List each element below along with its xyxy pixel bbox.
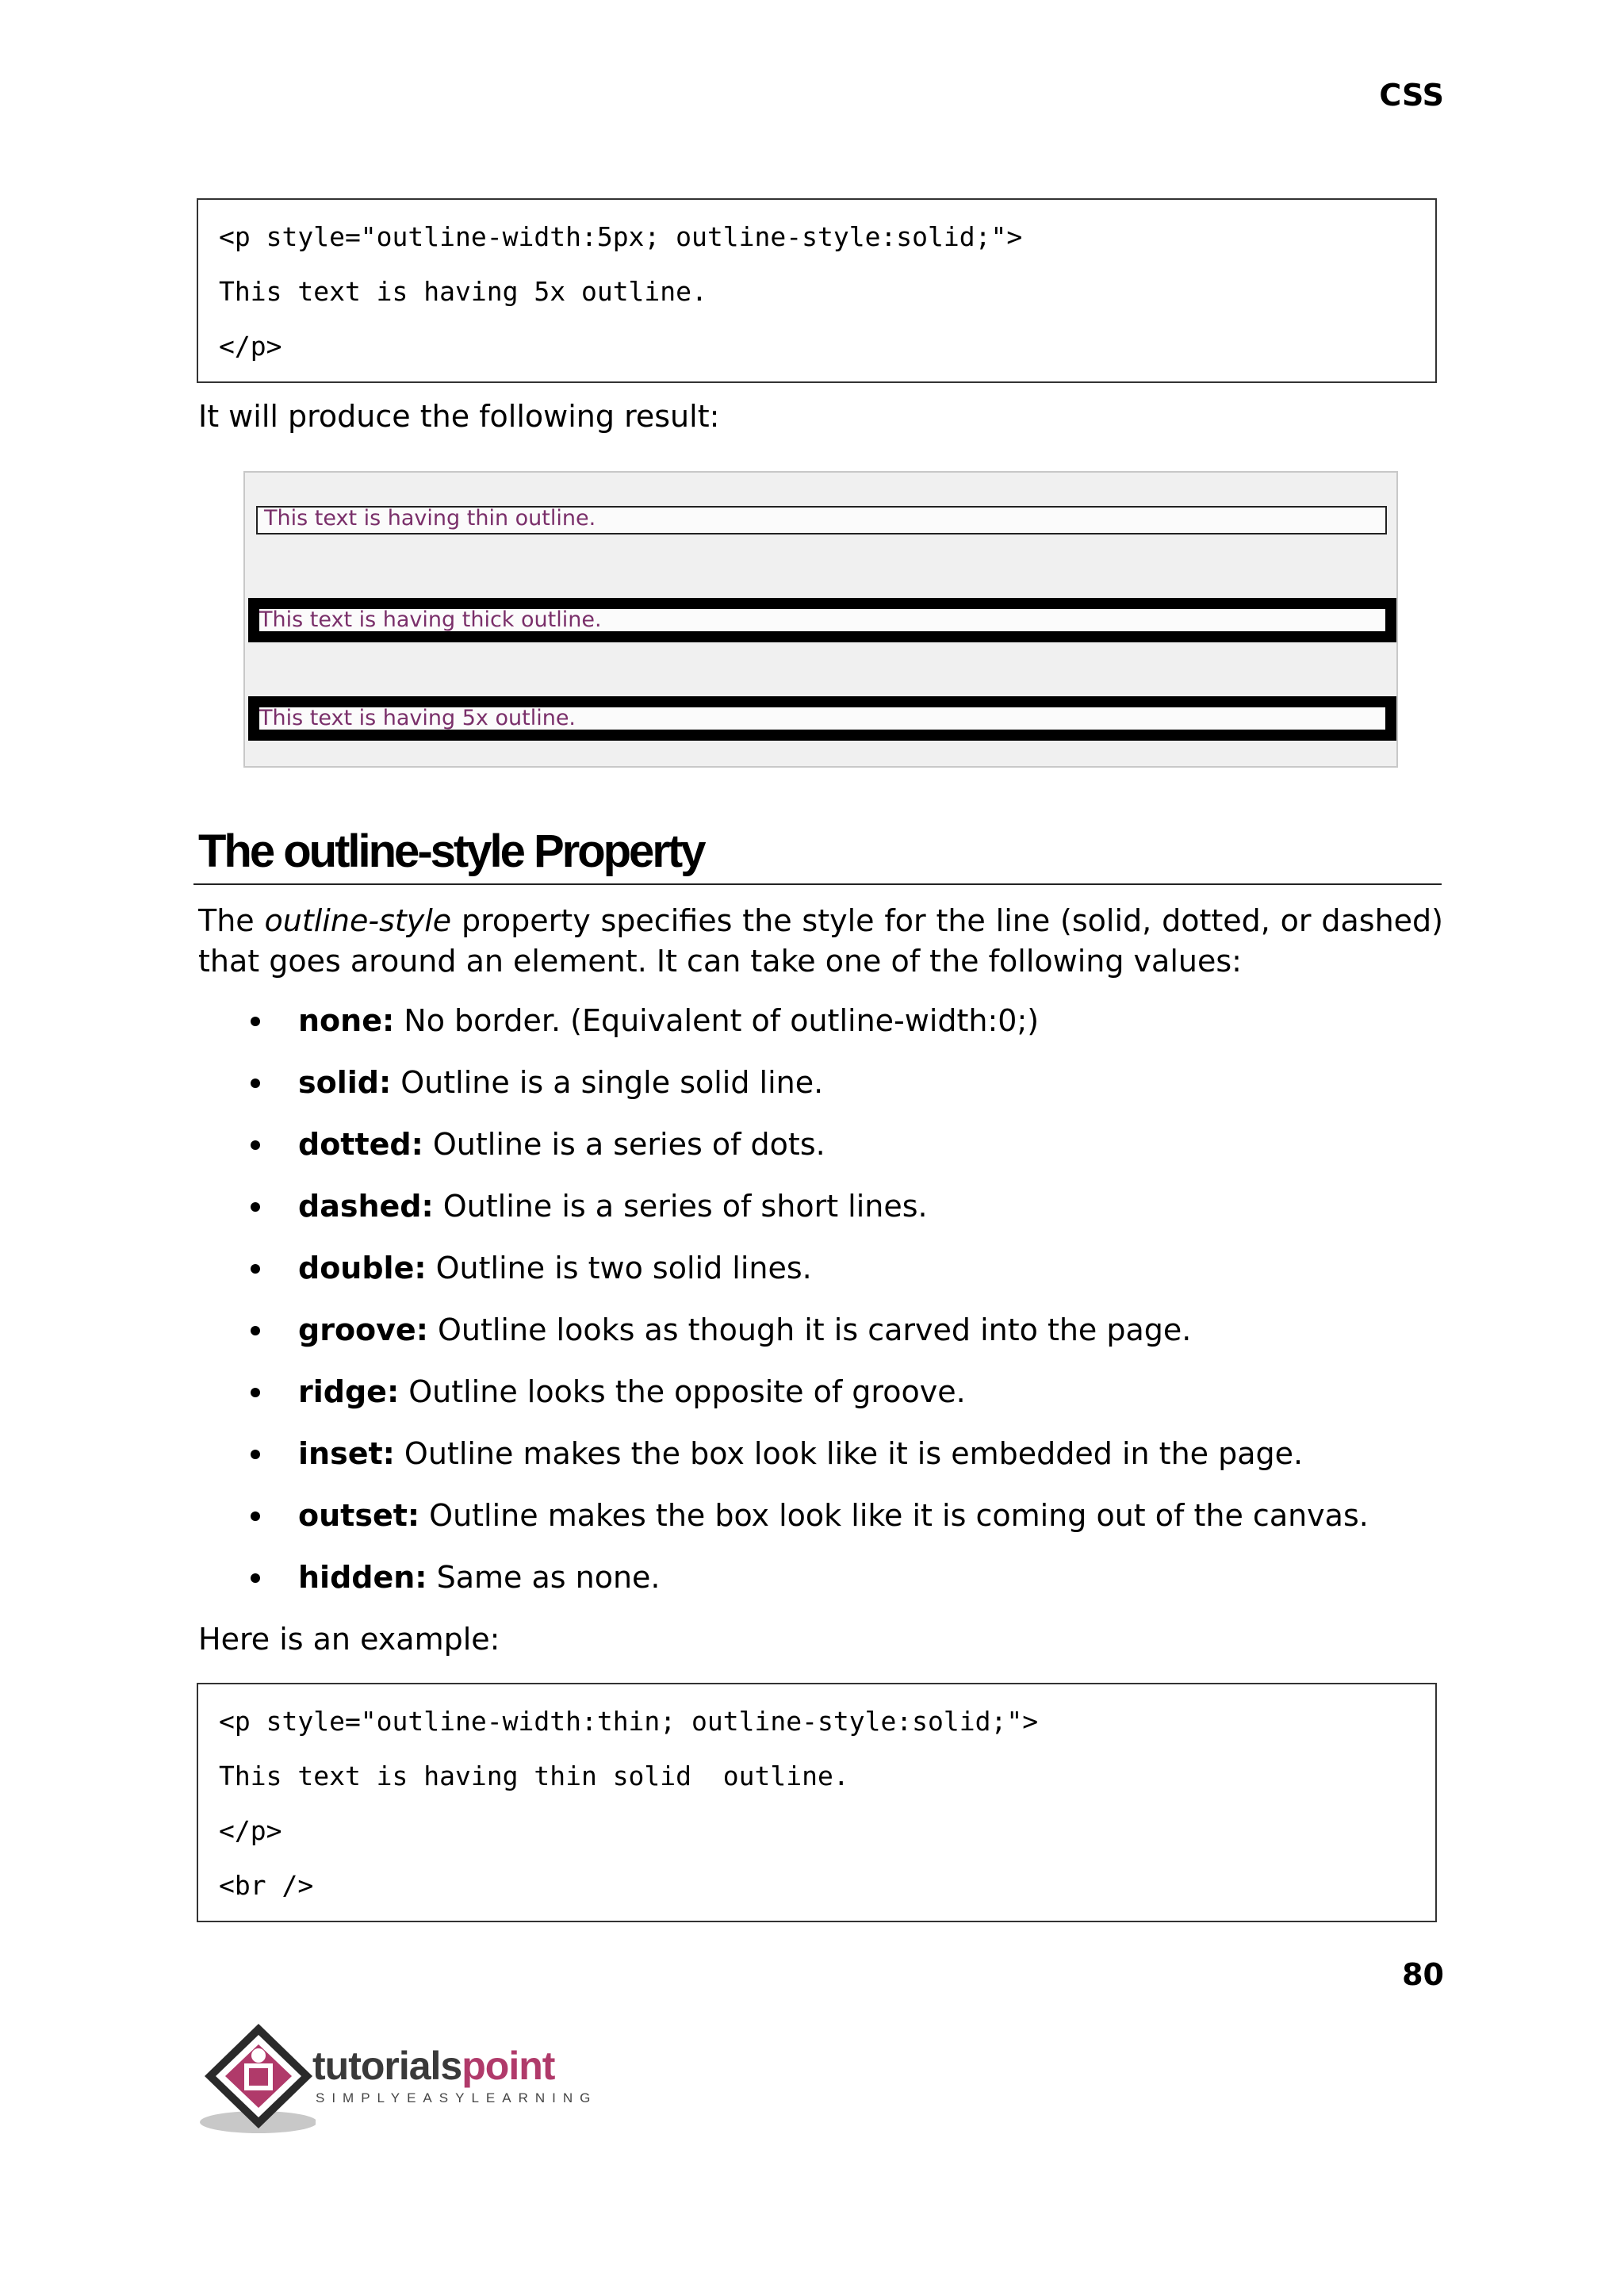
value-term: outset: bbox=[298, 1498, 420, 1533]
list-item bbox=[243, 1125, 1369, 1186]
example-intro-text: Here is an example: bbox=[198, 1622, 500, 1657]
value-desc: Outline is two solid lines. bbox=[426, 1251, 812, 1285]
value-term: groove: bbox=[298, 1312, 428, 1347]
intro-prefix: The bbox=[198, 903, 265, 938]
logo-tagline: SIMPLYEASYLEARNING bbox=[316, 2090, 598, 2105]
bullet-icon bbox=[251, 1573, 260, 1583]
section-intro-paragraph bbox=[198, 901, 1443, 982]
code-line: <br /> bbox=[219, 1870, 314, 1901]
demo-text: This text is having 5x outline. bbox=[259, 706, 576, 730]
value-desc: Same as none. bbox=[427, 1560, 661, 1595]
logo-text-tutorials: tutorials bbox=[312, 2044, 462, 2088]
logo-wordmark bbox=[312, 2043, 554, 2089]
bullet-icon bbox=[251, 1079, 260, 1088]
list-item bbox=[243, 1248, 1369, 1310]
demo-thin-outline bbox=[256, 506, 1387, 534]
bullet-icon bbox=[251, 1264, 260, 1274]
value-desc: Outline looks as though it is carved into the page. bbox=[427, 1312, 1192, 1347]
bullet-icon bbox=[251, 1140, 260, 1150]
value-desc: Outline is a single solid line. bbox=[391, 1065, 824, 1100]
running-header: CSS bbox=[1379, 78, 1444, 113]
demo-text: This text is having thick outline. bbox=[259, 607, 602, 632]
value-term: none: bbox=[298, 1003, 395, 1038]
value-desc: No border. (Equivalent of outline-width:0;) bbox=[394, 1003, 1040, 1038]
code-line: This text is having 5x outline. bbox=[219, 276, 707, 307]
result-preview-panel bbox=[243, 471, 1398, 768]
value-term: dashed: bbox=[298, 1189, 434, 1224]
bullet-icon bbox=[251, 1017, 260, 1026]
outline-style-values-list bbox=[243, 1001, 1369, 1619]
value-term: hidden: bbox=[298, 1560, 427, 1595]
code-block-outline-style bbox=[197, 1683, 1437, 1922]
intro-term: outline-style bbox=[264, 903, 452, 938]
value-term: dotted: bbox=[298, 1127, 423, 1162]
logo-text-point: point bbox=[462, 2044, 555, 2088]
code-line: </p> bbox=[219, 1815, 282, 1846]
value-term: solid: bbox=[298, 1065, 392, 1100]
code-line: <p style="outline-width:5px; outline-style:solid;"> bbox=[219, 221, 1023, 252]
result-intro-text: It will produce the following result: bbox=[198, 399, 720, 434]
list-item bbox=[243, 1434, 1369, 1496]
code-block-outline-width bbox=[197, 198, 1437, 383]
value-desc: Outline is a series of short lines. bbox=[433, 1189, 928, 1224]
list-item bbox=[243, 1496, 1369, 1557]
intro-rest: property specifies the style for the line (solid, dotted, or dashed) that goes around an element. It can take one of the following values: bbox=[198, 903, 1443, 979]
page-number: 80 bbox=[1402, 1957, 1444, 1992]
section-heading: The outline-style Property bbox=[198, 826, 704, 877]
bullet-icon bbox=[251, 1388, 260, 1397]
bullet-icon bbox=[251, 1326, 260, 1335]
value-term: double: bbox=[298, 1251, 427, 1285]
value-desc: Outline is a series of dots. bbox=[423, 1127, 825, 1162]
value-desc: Outline makes the box look like it is embedded in the page. bbox=[394, 1436, 1304, 1471]
value-desc: Outline looks the opposite of groove. bbox=[399, 1374, 966, 1409]
heading-divider bbox=[193, 883, 1442, 885]
list-item bbox=[243, 1186, 1369, 1248]
list-item bbox=[243, 1063, 1369, 1125]
list-item bbox=[243, 1001, 1369, 1063]
code-line: <p style="outline-width:thin; outline-style:solid;"> bbox=[219, 1706, 1039, 1737]
value-term: inset: bbox=[298, 1436, 395, 1471]
code-line: </p> bbox=[219, 331, 282, 362]
tutorialspoint-logo bbox=[197, 2017, 609, 2136]
bullet-icon bbox=[251, 1202, 260, 1212]
demo-thick-outline bbox=[248, 598, 1396, 642]
code-line: This text is having thin solid outline. bbox=[219, 1761, 849, 1791]
tutorialspoint-logo-icon bbox=[197, 2017, 316, 2136]
demo-text: This text is having thin outline. bbox=[264, 506, 596, 531]
value-term: ridge: bbox=[298, 1374, 400, 1409]
value-desc: Outline makes the box look like it is coming out of the canvas. bbox=[419, 1498, 1369, 1533]
list-item bbox=[243, 1372, 1369, 1434]
bullet-icon bbox=[251, 1511, 260, 1521]
bullet-icon bbox=[251, 1450, 260, 1459]
list-item bbox=[243, 1310, 1369, 1372]
demo-5x-outline bbox=[248, 696, 1396, 741]
list-item bbox=[243, 1557, 1369, 1619]
